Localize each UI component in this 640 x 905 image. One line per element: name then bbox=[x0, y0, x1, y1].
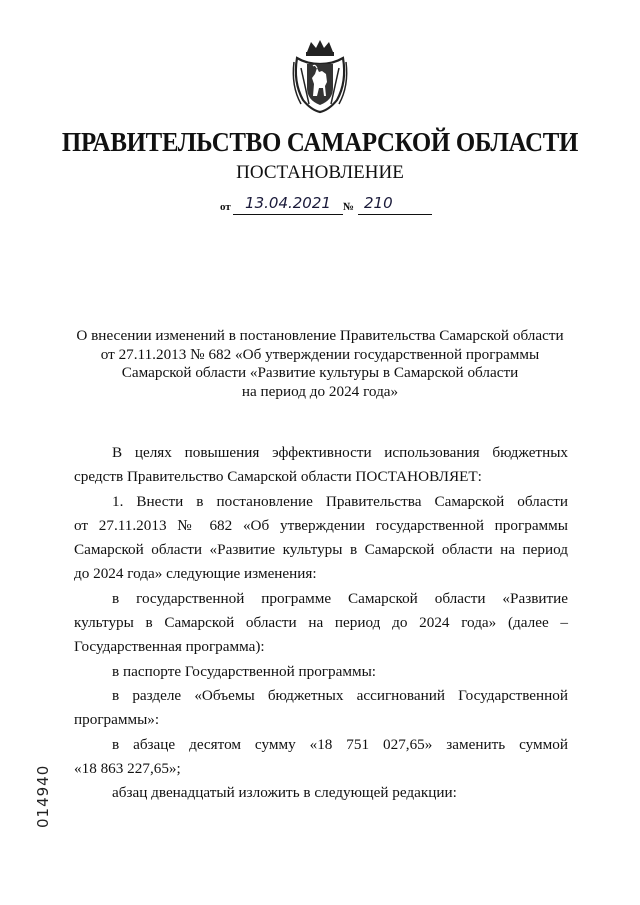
handwritten-number: 210 bbox=[358, 192, 432, 215]
body-line: Самарской области «Развитие культуры в Самарской области на период bbox=[74, 541, 568, 559]
coat-of-arms-emblem bbox=[289, 38, 351, 114]
number-prefix: № bbox=[343, 201, 355, 213]
body-line: в паспорте Государственной программы: bbox=[112, 662, 377, 680]
body-line: культуры в Самарской области на период до 2024 года» (далее – bbox=[74, 614, 568, 632]
registration-stamp bbox=[34, 764, 54, 898]
body-line: от 27.11.2013 № 682 «Об утверждении государственной программы bbox=[74, 516, 568, 534]
body-line: в разделе «Объемы бюджетных ассигнований Государственной bbox=[112, 686, 568, 704]
subject-line: О внесении изменений в постановление Правительства Самарской области bbox=[76, 327, 564, 344]
body-line: до 2024 года» следующие изменения: bbox=[74, 565, 317, 583]
body-line: «18 863 227,65»; bbox=[74, 759, 181, 777]
samara-coat-of-arms-icon bbox=[289, 38, 351, 114]
body-line: программы»: bbox=[74, 711, 160, 729]
subject-line: Самарской области «Развитие культуры в Самарской области bbox=[121, 364, 519, 381]
body-line: 1. Внести в постановление Правительства Самарской области bbox=[112, 492, 568, 510]
document-body bbox=[74, 441, 568, 805]
document-subject bbox=[70, 327, 570, 401]
handwritten-date: 13.04.2021 bbox=[233, 192, 343, 215]
body-line: в государственной программе Самарской области «Развитие bbox=[112, 589, 568, 607]
subject-line: на период до 2024 года» bbox=[241, 382, 399, 400]
date-prefix: от bbox=[220, 201, 231, 213]
government-title: ПРАВИТЕЛЬСТВО САМАРСКОЙ ОБЛАСТИ bbox=[61, 127, 579, 157]
body-line: в абзаце десятом сумму «18 751 027,65» заменить суммой bbox=[112, 735, 568, 753]
body-line: средств Правительство Самарской области ПОСТАНОВЛЯЕТ: bbox=[74, 468, 482, 486]
registration-number: 014940 bbox=[34, 764, 52, 828]
document-type: ПОСТАНОВЛЕНИЕ bbox=[236, 162, 404, 183]
date-number-line bbox=[220, 192, 440, 218]
subject-line: от 27.11.2013 № 682 «Об утверждении государственной программы bbox=[100, 345, 540, 363]
body-line: Государственная программа): bbox=[74, 638, 265, 656]
body-line: абзац двенадцатый изложить в следующей редакции: bbox=[112, 784, 457, 802]
body-line: В целях повышения эффективности использования бюджетных bbox=[112, 444, 568, 461]
